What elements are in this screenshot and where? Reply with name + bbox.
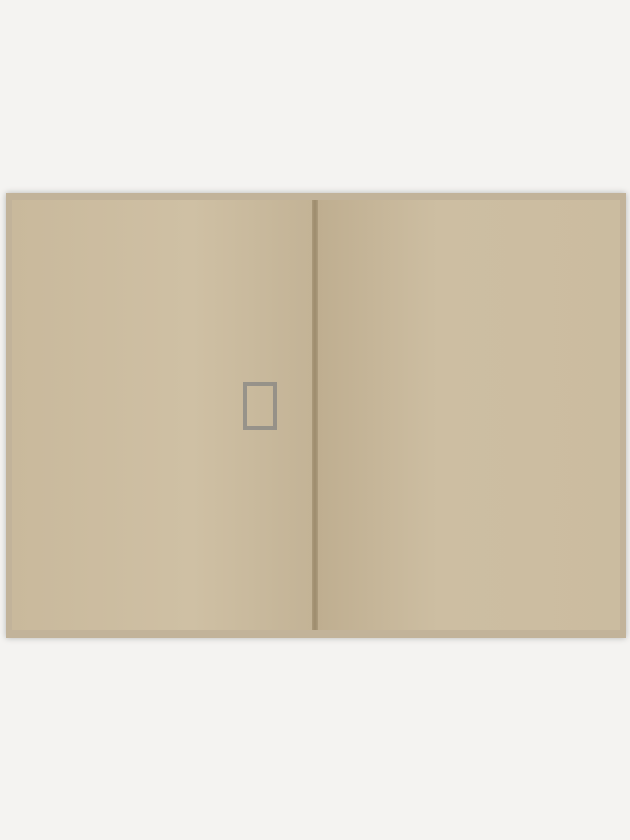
right-page bbox=[318, 200, 620, 630]
left-page bbox=[12, 200, 312, 630]
